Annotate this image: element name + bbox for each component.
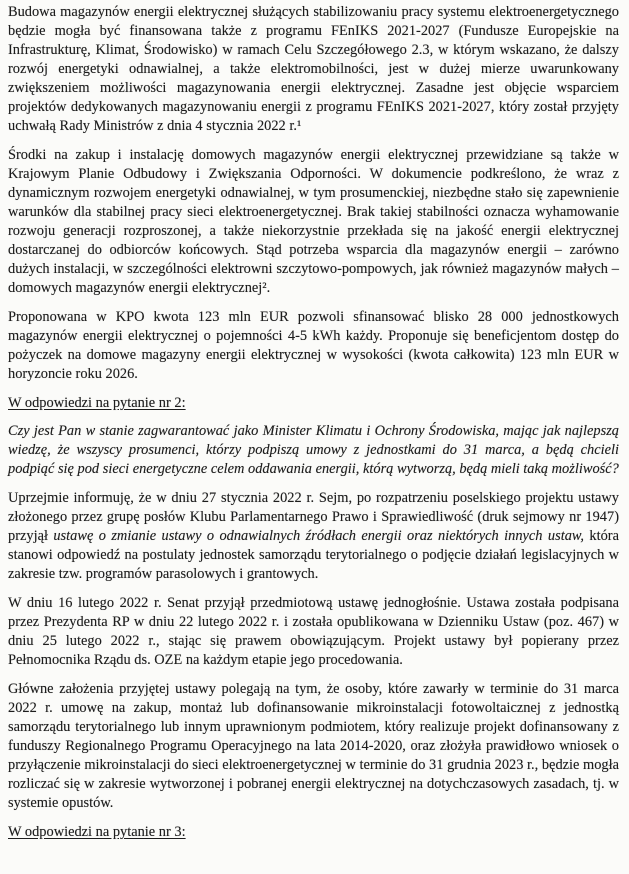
paragraph-question-2-text: Czy jest Pan w stanie zagwarantować jako Minister Klimatu i Ochrony Środowiska, mając jak najlepszą wiedzę, że wszyscy prosumenci, którzy podpiszą umowy z jednostkami do 31 marca, a będą chcieli podpiąć się pod sieci energetyczne celem oddawania energii, którą wytworzą, będą mieli taką możliwość? bbox=[8, 423, 619, 477]
heading-answer-question-3: W odpowiedzi na pytanie nr 3: bbox=[8, 824, 186, 840]
paragraph-act-provisions: Główne założenia przyjętej ustawy polegają na tym, że osoby, które zawarły w terminie do 31 marca 2022 r. umowę na zakup, montaż lub dofinansowanie mikroinstalacji fotowoltaicznej z jednostką samorządu terytorialnego lub innym uprawnionym podmiotem, który realizuje projekt dofinansowany z funduszy Regionalnego Programu Operacyjnego na lata 2014-2020, oraz złożyła prawidłowo wniosek o przyłączenie mikroinstalacji do sieci elektroenergetycznej w terminie do 31 grudnia 2023 r., będzie mogła rozliczać się w zakresie wytworzonej i pobranej energii elektrycznej na dotychczasowych zasadach, tj. w systemie opustów. bbox=[8, 681, 619, 811]
heading-answer-question-2: W odpowiedzi na pytanie nr 2: bbox=[8, 395, 186, 411]
paragraph-sejm-act-pre: Uprzejmie informuję, że w dniu 27 stycznia 2022 r. Sejm, po rozpatrzeniu poselskiego projektu ustawy złożonego przez grupę posłów Klubu Parlamentarnego Prawo i Sprawiedliwość (druk sejmowy nr 1947) przyjął bbox=[8, 490, 619, 544]
paragraph-feniks-funding: Budowa magazynów energii elektrycznej służących stabilizowaniu pracy systemu elektroenergetycznego będzie mogła być finansowana także z programu FEnIKS 2021-2027 (Fundusze Europejskie na Infrastrukturę, Klimat, Środowisko) w ramach Celu Szczegółowego 2.3, w którym wskazano, że dalszy rozwój energetyki odnawialnej, a także elektromobilności, jest w dużej mierze uwarunkowany zwiększeniem możliwości magazynowania energii elektrycznej. Zasadne jest objęcie wsparciem projektów dedykowanych magazynowaniu energii z programu FEnIKS 2021-2027, który został przyjęty uchwałą Rady Ministrów z dnia 4 stycznia 2022 r.¹ bbox=[8, 4, 619, 134]
paragraph-kpo-amount: Proponowana w KPO kwota 123 mln EUR pozwoli sfinansować blisko 28 000 jednostkowych magazynów energii elektrycznej o pojemności 4-5 kWh każdy. Proponuje się beneficjentom dostęp do pożyczek na domowe magazyny energii elektrycznej w wysokości (kwota całkowita) 123 mln EUR w horyzoncie roku 2026. bbox=[8, 309, 619, 382]
paragraph-senat-signing: W dniu 16 lutego 2022 r. Senat przyjął przedmiotową ustawę jednogłośnie. Ustawa została podpisana przez Prezydenta RP w dniu 22 lutego 2022 r. i została opublikowana w Dzienniku Ustaw (poz. 467) w dniu 25 lutego 2022 r., stając się prawem obowiązującym. Projekt ustawy był popierany przez Pełnomocnika Rządu ds. OZE na każdym etapie jego procedowania. bbox=[8, 595, 619, 668]
paragraph-sejm-act bbox=[8, 489, 619, 584]
paragraph-sejm-act-law-title: ustawę o zmianie ustawy o odnawialnych źródłach energii oraz niektórych innych ustaw, bbox=[53, 528, 585, 544]
paragraph-sejm-act-post: która stanowi odpowiedź na postulaty jednostek samorządu terytorialnego o podjęcie działań legislacyjnych w zakresie tzw. programów parasolowych i grantowych. bbox=[8, 528, 619, 582]
paragraph-kpo-storage: Środki na zakup i instalację domowych magazynów energii elektrycznej przewidziane są także w Krajowym Planie Odbudowy i Zwiększania Odporności. W dokumencie podkreślono, że wraz z dynamicznym rozwojem energetyki odnawialnej, w tym prosumenckiej, niezbędne stało się zapewnienie warunków dla stabilnej pracy sieci elektroenergetycznej. Brak takiej stabilności oznacza wyhamowanie rozwoju generacji rozproszonej, a także niekorzystnie przekłada się na jakość energii elektrycznej dostarczanej do odbiorców końcowych. Stąd potrzeba wsparcia dla magazynów energii – zarówno dużych instalacji, w szczególności elektrowni szczytowo-pompowych, jak również magazynów małych – domowych magazynów energii elektrycznej². bbox=[8, 147, 619, 296]
